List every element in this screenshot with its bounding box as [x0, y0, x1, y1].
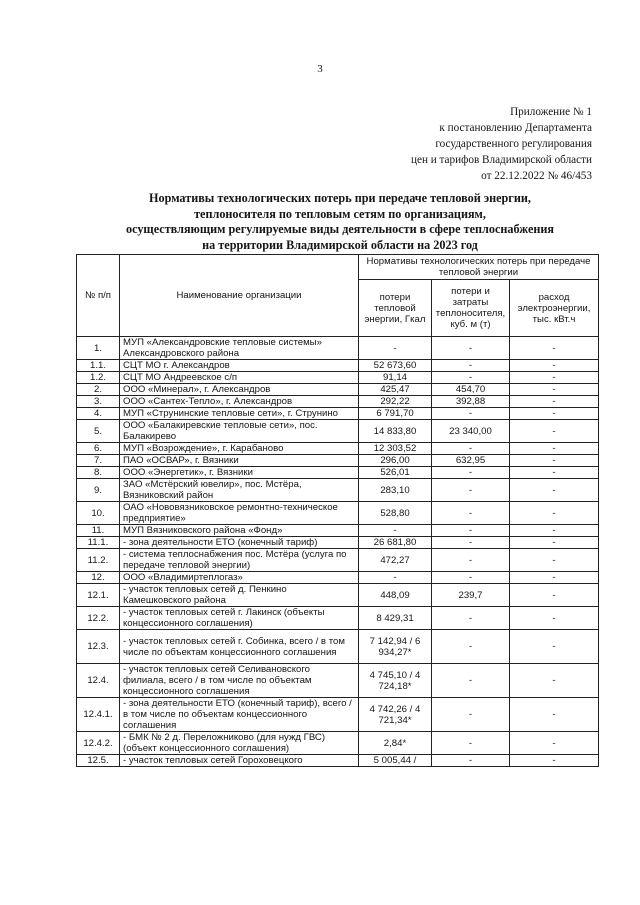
organization-name: ООО «Владимиртеплогаз» — [120, 572, 359, 584]
electricity-value: - — [510, 549, 599, 572]
heat-loss-value: 4 742,26 / 4 721,34* — [359, 698, 432, 732]
coolant-loss-value: - — [432, 664, 510, 698]
organization-name: - участок тепловых сетей д. Пенкино Камешковского района — [120, 584, 359, 607]
row-number: 11. — [77, 525, 120, 537]
heat-loss-value: 26 681,80 — [359, 537, 432, 549]
table-row — [77, 479, 599, 502]
table-row — [77, 732, 599, 755]
heat-loss-value: 52 673,60 — [359, 360, 432, 372]
electricity-value: - — [510, 698, 599, 732]
heat-loss-value: 14 833,80 — [359, 420, 432, 443]
organization-name: - участок тепловых сетей Гороховецкого — [120, 755, 359, 767]
title-line: на территории Владимирской области на 2023 год — [202, 237, 478, 252]
row-number: 1. — [77, 337, 120, 360]
table-row — [77, 664, 599, 698]
heat-loss-value: 472,27 — [359, 549, 432, 572]
table-row — [77, 360, 599, 372]
appendix-line: государственного регулирования — [435, 138, 592, 150]
heat-loss-value: 528,80 — [359, 502, 432, 525]
appendix-line: цен и тарифов Владимирской области — [411, 154, 592, 166]
table-row — [77, 420, 599, 443]
row-number: 6. — [77, 443, 120, 455]
appendix-line: к постановлению Департамента — [439, 122, 592, 134]
heat-loss-value: 448,09 — [359, 584, 432, 607]
organization-name: - участок тепловых сетей г. Лакинск (объекты концессионного соглашения) — [120, 607, 359, 630]
heat-loss-value: - — [359, 337, 432, 360]
coolant-loss-value: - — [432, 467, 510, 479]
header-name: Наименование организации — [120, 255, 359, 337]
heat-loss-value: 8 429,31 — [359, 607, 432, 630]
coolant-loss-value: 454,70 — [432, 384, 510, 396]
row-number: 12.4.2. — [77, 732, 120, 755]
heat-loss-value: 5 005,44 / — [359, 755, 432, 767]
electricity-value: - — [510, 607, 599, 630]
coolant-loss-value: - — [432, 572, 510, 584]
appendix-line: от 22.12.2022 № 46/453 — [481, 170, 592, 182]
coolant-loss-value: - — [432, 337, 510, 360]
losses-table — [76, 254, 599, 767]
organization-name: - участок тепловых сетей Селивановского филиала, всего / в том числе по объектам концессионного соглашения — [120, 664, 359, 698]
organization-name: СЦТ МО Андреевское с/п — [120, 372, 359, 384]
row-number: 12.3. — [77, 630, 120, 664]
row-number: 4. — [77, 408, 120, 420]
title-line: осуществляющим регулируемые виды деятельности в сфере теплоснабжения — [126, 222, 554, 236]
organization-name: МУП «Александровские тепловые системы» Александровского района — [120, 337, 359, 360]
organization-name: - система теплоснабжения пос. Мстёра (услуга по передаче тепловой энергии) — [120, 549, 359, 572]
heat-loss-value: 425,47 — [359, 384, 432, 396]
coolant-loss-value: - — [432, 502, 510, 525]
table-row — [77, 337, 599, 360]
electricity-value: - — [510, 537, 599, 549]
electricity-value: - — [510, 372, 599, 384]
row-number: 1.1. — [77, 360, 120, 372]
header-electricity: расход электроэнергии, тыс. кВт.ч — [510, 280, 599, 337]
organization-name: МУП Вязниковского района «Фонд» — [120, 525, 359, 537]
row-number: 12.2. — [77, 607, 120, 630]
electricity-value: - — [510, 732, 599, 755]
coolant-loss-value: - — [432, 360, 510, 372]
table-row — [77, 537, 599, 549]
table-row — [77, 549, 599, 572]
row-number: 12.1. — [77, 584, 120, 607]
row-number: 10. — [77, 502, 120, 525]
row-number: 12.4. — [77, 664, 120, 698]
heat-loss-value: 526,01 — [359, 467, 432, 479]
organization-name: СЦТ МО г. Александров — [120, 360, 359, 372]
coolant-loss-value: 632,95 — [432, 455, 510, 467]
electricity-value: - — [510, 525, 599, 537]
heat-loss-value: 292,22 — [359, 396, 432, 408]
coolant-loss-value: - — [432, 755, 510, 767]
row-number: 9. — [77, 479, 120, 502]
row-number: 3. — [77, 396, 120, 408]
organization-name: ЗАО «Мстёрский ювелир», пос. Мстёра, Вязниковский район — [120, 479, 359, 502]
electricity-value: - — [510, 408, 599, 420]
coolant-loss-value: 23 340,00 — [432, 420, 510, 443]
heat-loss-value: - — [359, 525, 432, 537]
row-number: 8. — [77, 467, 120, 479]
electricity-value: - — [510, 396, 599, 408]
table-row — [77, 584, 599, 607]
coolant-loss-value: - — [432, 372, 510, 384]
page-number: 3 — [317, 63, 323, 75]
heat-loss-value: 2,84* — [359, 732, 432, 755]
coolant-loss-value: - — [432, 479, 510, 502]
table-row — [77, 698, 599, 732]
electricity-value: - — [510, 572, 599, 584]
coolant-loss-value: - — [432, 408, 510, 420]
row-number: 5. — [77, 420, 120, 443]
table-row — [77, 572, 599, 584]
row-number: 7. — [77, 455, 120, 467]
coolant-loss-value: - — [432, 698, 510, 732]
header-group: Нормативы технологических потерь при передаче тепловой энергии — [359, 255, 599, 280]
table-row — [77, 630, 599, 664]
organization-name: ООО «Энергетик», г. Вязники — [120, 467, 359, 479]
document-title — [40, 191, 640, 253]
electricity-value: - — [510, 502, 599, 525]
organization-name: ООО «Минерал», г. Александров — [120, 384, 359, 396]
organization-name: - БМК № 2 д. Переложниково (для нужд ГВС) (объект концессионного соглашения) — [120, 732, 359, 755]
electricity-value: - — [510, 443, 599, 455]
coolant-loss-value: 239,7 — [432, 584, 510, 607]
coolant-loss-value: - — [432, 537, 510, 549]
electricity-value: - — [510, 467, 599, 479]
appendix-block — [411, 104, 592, 184]
table-row — [77, 502, 599, 525]
coolant-loss-value: - — [432, 732, 510, 755]
row-number: 11.2. — [77, 549, 120, 572]
electricity-value: - — [510, 420, 599, 443]
table-row — [77, 755, 599, 767]
organization-name: - участок тепловых сетей г. Собинка, всего / в том числе по объектам концессионного соглашения — [120, 630, 359, 664]
table-row — [77, 396, 599, 408]
heat-loss-value: 296,00 — [359, 455, 432, 467]
electricity-value: - — [510, 584, 599, 607]
row-number: 1.2. — [77, 372, 120, 384]
coolant-loss-value: - — [432, 525, 510, 537]
header-coolant-loss: потери и затраты теплоносителя, куб. м (т) — [432, 280, 510, 337]
organization-name: ООО «Сантех-Тепло», г. Александров — [120, 396, 359, 408]
electricity-value: - — [510, 664, 599, 698]
row-number: 12. — [77, 572, 120, 584]
table-row — [77, 467, 599, 479]
header-heat-loss: потери тепловой энергии, Гкал — [359, 280, 432, 337]
header-num: № п/п — [77, 255, 120, 337]
table-row — [77, 384, 599, 396]
heat-loss-value: - — [359, 572, 432, 584]
row-number: 12.4.1. — [77, 698, 120, 732]
electricity-value: - — [510, 337, 599, 360]
heat-loss-value: 91,14 — [359, 372, 432, 384]
heat-loss-value: 12 303,52 — [359, 443, 432, 455]
row-number: 12.5. — [77, 755, 120, 767]
heat-loss-value: 7 142,94 / 6 934,27* — [359, 630, 432, 664]
coolant-loss-value: - — [432, 443, 510, 455]
organization-name: ООО «Балакиревские тепловые сети», пос. Балакирево — [120, 420, 359, 443]
title-line: теплоносителя по тепловым сетям по организациям, — [194, 206, 486, 221]
table-row — [77, 607, 599, 630]
row-number: 11.1. — [77, 537, 120, 549]
organization-name: - зона деятельности ЕТО (конечный тариф) — [120, 537, 359, 549]
organization-name: - зона деятельности ЕТО (конечный тариф), всего / в том числе по объектам концессионного соглашения — [120, 698, 359, 732]
electricity-value: - — [510, 384, 599, 396]
heat-loss-value: 6 791,70 — [359, 408, 432, 420]
electricity-value: - — [510, 479, 599, 502]
heat-loss-value: 4 745,10 / 4 724,18* — [359, 664, 432, 698]
electricity-value: - — [510, 630, 599, 664]
table-body — [77, 337, 599, 767]
organization-name: ПАО «ОСВАР», г. Вязники — [120, 455, 359, 467]
title-line: Нормативы технологических потерь при передаче тепловой энергии, — [149, 191, 531, 205]
table-row — [77, 455, 599, 467]
coolant-loss-value: - — [432, 549, 510, 572]
coolant-loss-value: - — [432, 607, 510, 630]
coolant-loss-value: - — [432, 630, 510, 664]
table-row — [77, 372, 599, 384]
electricity-value: - — [510, 755, 599, 767]
electricity-value: - — [510, 360, 599, 372]
table-row — [77, 443, 599, 455]
coolant-loss-value: 392,88 — [432, 396, 510, 408]
table-row — [77, 525, 599, 537]
row-number: 2. — [77, 384, 120, 396]
appendix-line: Приложение № 1 — [510, 106, 592, 118]
electricity-value: - — [510, 455, 599, 467]
table-row — [77, 408, 599, 420]
heat-loss-value: 283,10 — [359, 479, 432, 502]
organization-name: МУП «Возрождение», г. Карабаново — [120, 443, 359, 455]
organization-name: ОАО «Нововязниковское ремонтно-техническое предприятие» — [120, 502, 359, 525]
organization-name: МУП «Струнинские тепловые сети», г. Струнино — [120, 408, 359, 420]
